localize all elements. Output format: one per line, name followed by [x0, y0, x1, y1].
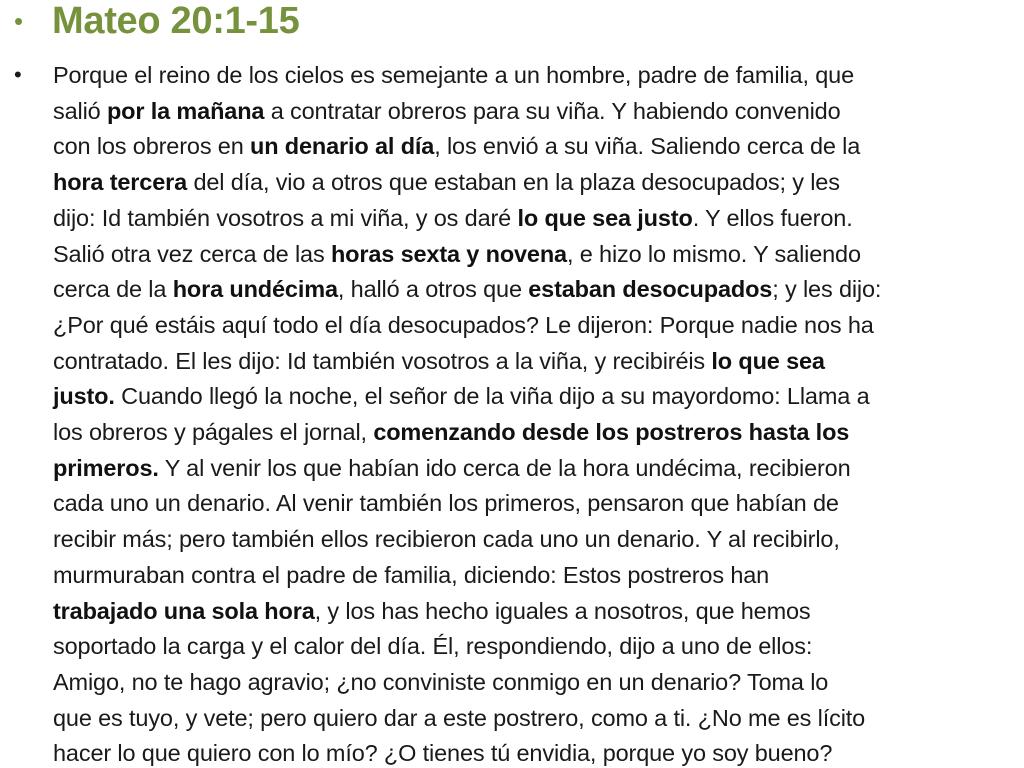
body-line [53, 165, 1013, 201]
bold-phrase: primeros. [53, 454, 159, 481]
text-run: Porque el reino de los cielos es semejante a un hombre, padre de familia, que [53, 62, 854, 88]
text-run: murmuraban contra el padre de familia, diciendo: Estos postreros han [53, 561, 770, 588]
text-run: cerca de la [53, 276, 173, 303]
text-run: Amigo, no te hago agravio; ¿no conviniste conmigo en un denario? Toma lo [53, 668, 829, 695]
body-line [53, 665, 1013, 701]
slide-title: Mateo 20:1-15 [52, 0, 300, 42]
body-line [53, 594, 1013, 630]
text-run: ; y les dijo: [772, 276, 882, 303]
text-run: recibir más; pero también ellos recibieron cada uno un denario. Y al recibirlo, [53, 526, 840, 553]
text-run: Salió otra vez cerca de las [53, 240, 331, 267]
bold-phrase: lo que sea [711, 347, 825, 374]
body-paragraph [53, 58, 1013, 768]
text-run: Cuando llegó la noche, el señor de la viña dijo a su mayordomo: Llama a [114, 383, 870, 410]
body-line [53, 486, 1013, 522]
bold-phrase: por la mañana [106, 97, 265, 124]
body-line [53, 415, 1013, 451]
text-run: , e hizo lo mismo. Y saliendo [566, 240, 861, 267]
text-run: , halló a otros que [337, 276, 529, 303]
body-line [53, 308, 1013, 344]
body-line [53, 129, 1013, 165]
body-line [53, 522, 1013, 558]
bold-phrase: comenzando desde los postreros hasta los [373, 419, 850, 446]
bold-phrase: horas sexta y novena [330, 240, 567, 267]
body-line [53, 451, 1013, 487]
text-run: contratado. El les dijo: Id también vosotros a la viña, y recibiréis [53, 347, 712, 374]
body-line [53, 736, 1013, 768]
text-run: con los obreros en [53, 133, 251, 160]
body-line [53, 629, 1013, 665]
bold-phrase: hora tercera [53, 169, 188, 196]
text-run: cada uno un denario. Al venir también los primeros, pensaron que habían de [53, 490, 839, 517]
text-run: a contratar obreros para su viña. Y habiendo convenido [264, 97, 841, 124]
title-bullet: • [14, 6, 24, 36]
body-line [53, 558, 1013, 594]
text-run: ¿Por qué estáis aquí todo el día desocupados? Le dijeron: Porque nadie nos ha [53, 311, 874, 338]
text-run: hacer lo que quiero con lo mío? ¿O tienes tú envidia, porque yo soy bueno? [53, 740, 833, 767]
body-line [53, 58, 1013, 94]
bold-phrase: estaban desocupados [528, 276, 773, 303]
text-run: , y los has hecho iguales a nosotros, que hemos [314, 597, 811, 624]
body-bullet: • [14, 62, 22, 87]
bold-phrase: hora undécima [172, 276, 338, 303]
body-line [53, 701, 1013, 737]
bold-phrase: un denario al día [250, 133, 435, 160]
body-line [53, 201, 1013, 237]
text-run: que es tuyo, y vete; pero quiero dar a este postrero, como a ti. ¿No me es lícito [53, 704, 866, 731]
bold-phrase: justo. [53, 383, 115, 410]
body-line [53, 237, 1013, 273]
body-line [53, 272, 1013, 308]
text-run: del día, vio a otros que estaban en la plaza desocupados; y les [187, 169, 840, 196]
text-run: dijo: Id también vosotros a mi viña, y os daré [53, 204, 518, 231]
text-run: los obreros y págales el jornal, [53, 419, 374, 446]
text-run: , los envió a su viña. Saliendo cerca de la [434, 133, 861, 160]
body-line [53, 94, 1013, 130]
text-run: . Y ellos fueron. [692, 204, 853, 231]
body-line [53, 379, 1013, 415]
bold-phrase: lo que sea justo [517, 204, 693, 231]
text-run: salió [53, 97, 107, 124]
body-line [53, 344, 1013, 380]
bold-phrase: trabajado una sola hora [53, 597, 315, 624]
text-run: Y al venir los que habían ido cerca de la hora undécima, recibieron [158, 454, 851, 481]
text-run: soportado la carga y el calor del día. Él, respondiendo, dijo a uno de ellos: [53, 633, 813, 660]
title-row [0, 0, 1024, 50]
